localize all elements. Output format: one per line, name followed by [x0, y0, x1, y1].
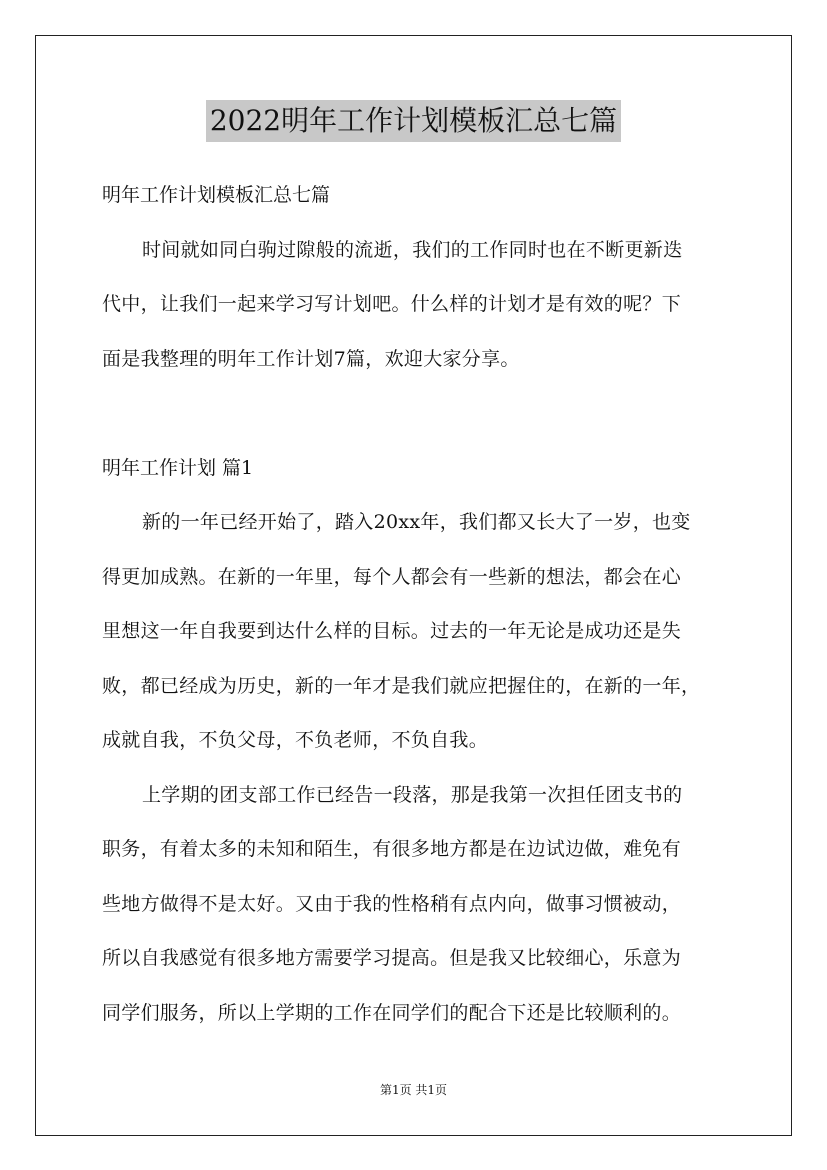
- paragraph-line: 败，都已经成为历史，新的一年才是我们就应把握住的，在新的一年，: [102, 674, 701, 697]
- blank-line: [102, 386, 732, 441]
- paragraph-line: 职务，有着太多的未知和陌生，有很多地方都是在边试边做，难免有: [102, 838, 682, 860]
- section-heading: 明年工作计划 篇1: [102, 456, 254, 479]
- document-body: [102, 168, 732, 1040]
- paragraph-line: 成就自我，不负父母，不负老师，不负自我。: [102, 729, 489, 751]
- paragraph-line: 上学期的团支部工作已经告一段落，那是我第一次担任团支书的: [142, 783, 683, 806]
- page-footer: 第1页 共1页: [379, 1083, 448, 1097]
- paragraph-line: 些地方做得不是太好。又由于我的性格稍有点内向，做事习惯被动，: [102, 892, 682, 915]
- paragraph-line: 所以自我感觉有很多地方需要学习提高。但是我又比较细心，乐意为: [102, 947, 682, 969]
- title-container: [0, 100, 827, 142]
- paragraph-line: 得更加成熟。在新的一年里，每个人都会有一些新的想法，都会在心: [102, 565, 682, 588]
- intro-line: 时间就如同白驹过隙般的流逝，我们的工作同时也在不断更新迭: [142, 238, 683, 261]
- document-subtitle: 明年工作计划模板汇总七篇: [102, 184, 331, 206]
- intro-line: 代中，让我们一起来学习写计划吧。什么样的计划才是有效的呢？下: [102, 293, 682, 315]
- intro-line: 面是我整理的明年工作计划7篇，欢迎大家分享。: [102, 347, 520, 370]
- document-title: 2022明年工作计划模板汇总七篇: [206, 100, 621, 142]
- paragraph-line: 新的一年已经开始了，踏入20xx年，我们都又长大了一岁，也变: [142, 511, 691, 533]
- paragraph-line: 同学们服务，所以上学期的工作在同学们的配合下还是比较顺利的。: [102, 1001, 682, 1024]
- paragraph-line: 里想这一年自我要到达什么样的目标。过去的一年无论是成功还是失: [102, 620, 682, 642]
